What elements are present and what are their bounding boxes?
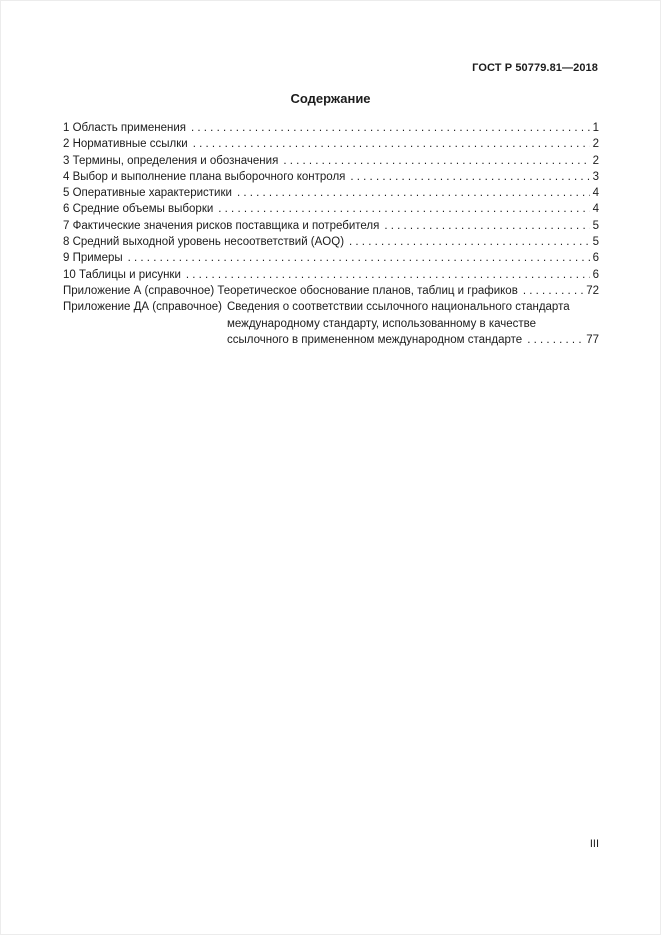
dot-leader (349, 234, 590, 250)
page-title: Содержание (290, 91, 371, 106)
toc-entry-line: Сведения о соответствии ссылочного национального стандарта (226, 301, 570, 314)
toc-entry-label: 8 Средний выходной уровень несоответствий (AOQ) (63, 236, 345, 249)
table-of-contents (63, 120, 599, 348)
toc-entry (63, 267, 599, 283)
toc-entry-description (227, 299, 599, 348)
toc-entry-page: 5 (592, 219, 599, 232)
toc-entry (63, 120, 599, 136)
dot-leader (527, 332, 583, 348)
toc-entry-page: 4 (592, 203, 599, 216)
dot-leader (237, 185, 590, 201)
toc-entry-last-line (227, 332, 599, 348)
dot-leader (186, 267, 590, 283)
toc-entry-page: 77 (586, 333, 599, 346)
toc-entry (63, 136, 599, 152)
toc-entry-label: 5 Оперативные характеристики (63, 187, 232, 200)
dot-leader (384, 218, 589, 234)
toc-entry-page: 2 (592, 154, 599, 167)
toc-entry-label: Приложение ДА (справочное) (63, 301, 222, 314)
toc-entry (63, 201, 599, 217)
toc-entry-page: 5 (592, 236, 599, 249)
toc-entry (63, 185, 599, 201)
toc-entry (63, 283, 599, 299)
toc-entry-label: 2 Нормативные ссылки (63, 138, 188, 151)
dot-leader (218, 201, 589, 217)
toc-entry-page: 1 (592, 122, 599, 134)
dot-leader (350, 169, 589, 185)
dot-leader (193, 136, 590, 152)
toc-entry-label: 1 Область применения (63, 122, 187, 134)
toc-entry-line: международному стандарту, использованному в качестве (226, 317, 537, 330)
toc-entry (63, 169, 599, 185)
toc-entry (63, 153, 599, 169)
toc-entry-label: Приложение А (справочное) Теоретическое обоснование планов, таблиц и графиков (63, 284, 518, 297)
toc-entry-label: 4 Выбор и выполнение плана выборочного контроля (63, 170, 346, 183)
toc-entry-page: 6 (592, 268, 599, 281)
toc-entry-page: 6 (592, 252, 599, 265)
dot-leader (523, 283, 583, 299)
toc-entry-label: 3 Термины, определения и обозначения (63, 154, 279, 167)
toc-entry-label: 6 Средние объемы выборки (63, 203, 214, 216)
dot-leader (128, 250, 590, 266)
toc-entry-page: 4 (592, 187, 599, 200)
toc-entry-label: 10 Таблицы и рисунки (63, 268, 181, 281)
toc-entry-label: 9 Примеры (63, 252, 123, 265)
dot-leader (191, 120, 590, 136)
toc-entry (63, 234, 599, 250)
toc-entry-page: 3 (592, 170, 599, 183)
page-number: III (589, 838, 599, 850)
toc-entry-line: ссылочного в примененном международном стандарте (226, 333, 523, 346)
toc-entry-label: 7 Фактические значения рисков поставщика и потребителя (63, 219, 380, 232)
toc-entry-page: 72 (586, 284, 599, 297)
toc-entry (63, 250, 599, 266)
toc-entry-page: 2 (592, 138, 599, 151)
toc-entry (63, 218, 599, 234)
dot-leader (283, 153, 589, 169)
document-reference: ГОСТ Р 50779.81—2018 (472, 62, 598, 74)
toc-entry-appendix-da (63, 299, 599, 348)
